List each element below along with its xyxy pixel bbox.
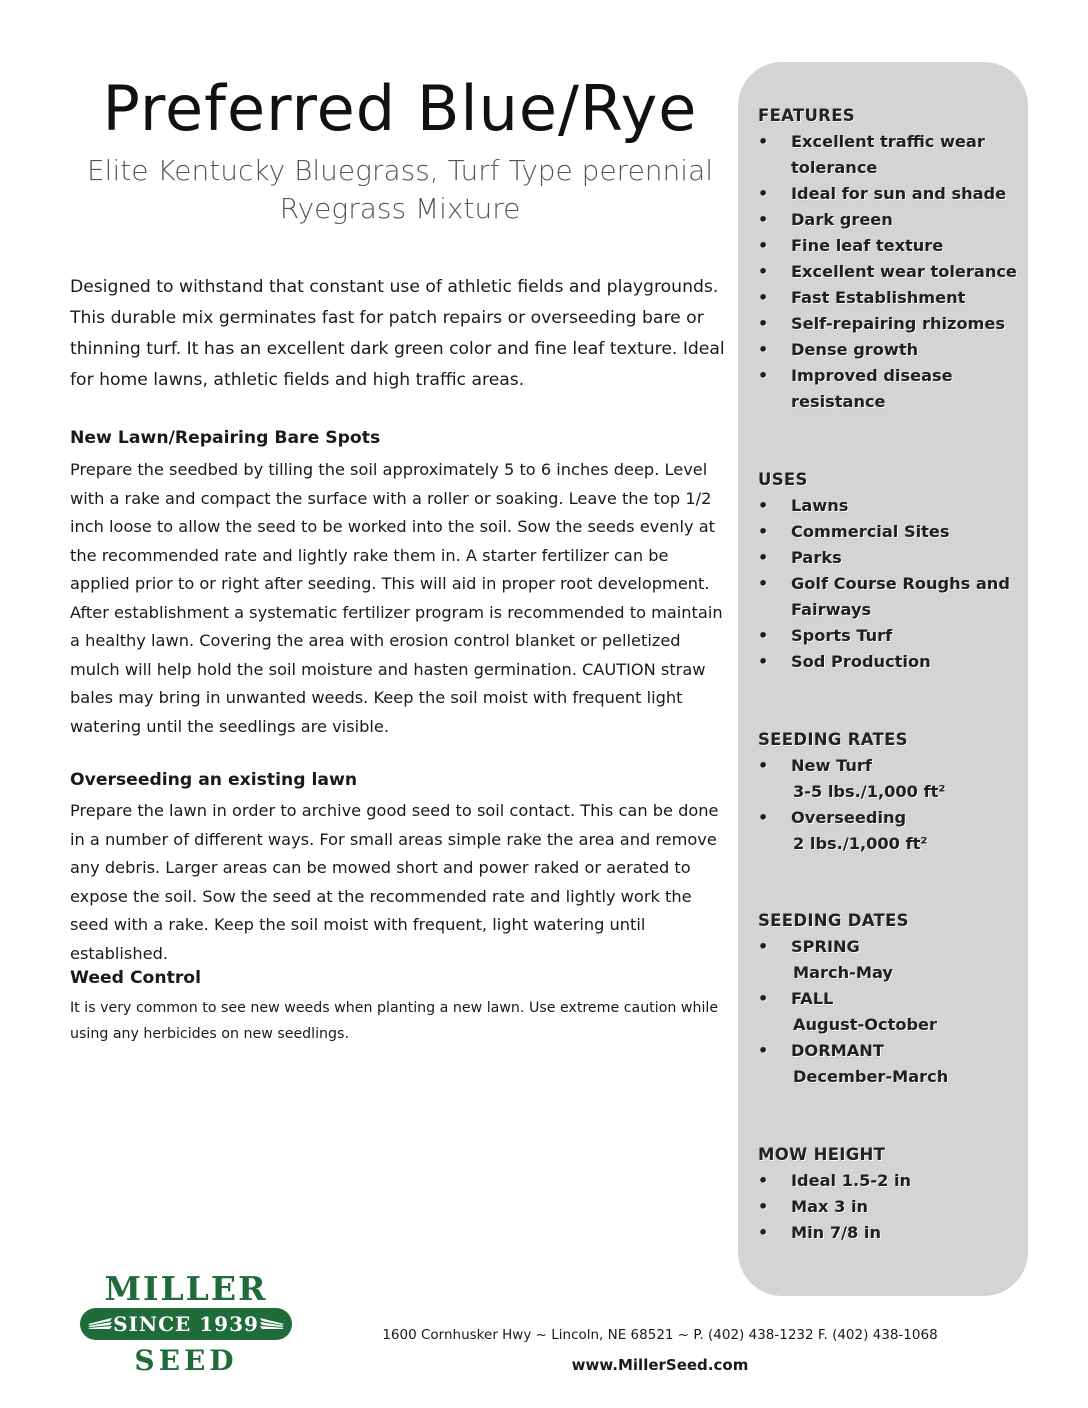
rate-label: New Turf [791,756,872,775]
list-item: • Excellent wear tolerance [758,259,1028,285]
rate-detail: 2 lbs./1,000 ft² [793,834,928,853]
section-heading-weed-control: Weed Control [70,968,201,988]
logo-line-since: SINCE 1939 [113,1312,259,1336]
page-subtitle [60,152,740,228]
seeding-rates-list [758,753,1028,857]
mow-height-heading: MOW HEIGHT [758,1145,886,1164]
list-item: • Parks [758,545,1028,571]
intro-paragraph: Designed to withstand that constant use of athletic fields and playgrounds. This durable mix germinates fast for patch repairs or overseeding bare or thinning turf. It has an excellent dark green color and fine leaf texture. Ideal for home lawns, athletic fields and high traffic areas. [70,277,725,390]
list-item: • Sports Turf [758,623,1028,649]
logo-line-seed: SEED [134,1344,238,1374]
section-body-new-lawn: Prepare the seedbed by tilling the soil approximately 5 to 6 inches deep. Level with a rake and compact the surface with a roller or soaking. Leave the top 1/2 inch loose to allow the seed to be worked into the soil. Sow the seeds evenly at the recommended rate and lightly rake them in. A starter fertilizer can be applied prior to or right after seeding. This will aid in proper root development. After establishment a systematic fertilizer program is recommended to maintain a healthy lawn. Covering the area with erosion control blanket or pelletized mulch will help hold the soil moisture and hasten germination. CAUTION straw bales may bring in unwanted weeds. Keep the soil moist with frequent light watering until the seedlings are visible. [70,460,723,736]
subtitle-line-1: Elite Kentucky Bluegrass, Turf Type perennial [86,154,714,187]
features-section [758,106,1028,415]
uses-list [758,493,1028,675]
list-item: • Dark green [758,207,1028,233]
seeding-rates-section [758,730,1028,857]
page-title: Preferred Blue/Rye [102,72,698,145]
seeding-dates-heading: SEEDING DATES [758,911,909,930]
seeding-rates-heading: SEEDING RATES [758,730,908,749]
list-item [758,1038,1028,1090]
list-item: • Ideal for sun and shade [758,181,1028,207]
rate-label: Overseeding [791,808,907,827]
list-item: • Min 7/8 in [758,1220,1028,1246]
list-item: • Ideal 1.5-2 in [758,1168,1028,1194]
list-item [758,986,1028,1038]
list-item: • Max 3 in [758,1194,1028,1220]
list-item: • Self-repairing rhizomes [758,311,1028,337]
list-item: • Golf Course Roughs and Fairways [758,571,1028,623]
mow-height-section [758,1145,1028,1246]
section-heading-new-lawn: New Lawn/Repairing Bare Spots [70,428,381,448]
section-body-overseeding: Prepare the lawn in order to archive good seed to soil contact. This can be done in a number of different ways. For small areas simple rake the area and remove any debris. Larger areas can be mowed short and power raked or aerated to expose the soil. Sow the seed at the recommended rate and lightly work the seed with a rake. Keep the soil moist with frequent, light watering until established. [70,801,719,963]
date-detail: December-March [793,1067,949,1086]
list-item: • Fine leaf texture [758,233,1028,259]
date-label: FALL [791,989,834,1008]
list-item: • Commercial Sites [758,519,1028,545]
date-label: SPRING [791,937,860,956]
footer-website-link[interactable]: www.MillerSeed.com [571,1356,749,1374]
logo-line-miller: MILLER [104,1270,268,1308]
subtitle-line-2: Ryegrass Mixture [279,192,521,225]
list-item: • Excellent traffic wear tolerance [758,129,1028,181]
rate-detail: 3-5 lbs./1,000 ft² [793,782,946,801]
uses-heading: USES [758,470,808,489]
list-item [758,934,1028,986]
mow-height-list [758,1168,1028,1246]
list-item [758,805,1028,857]
list-item: • Lawns [758,493,1028,519]
features-heading: FEATURES [758,106,855,125]
date-detail: August-October [793,1015,938,1034]
list-item: • Fast Establishment [758,285,1028,311]
list-item: • Dense growth [758,337,1028,363]
date-label: DORMANT [791,1041,884,1060]
section-body-weed-control: It is very common to see new weeds when planting a new lawn. Use extreme caution while using any herbicides on new seedlings. [70,1000,719,1042]
features-list [758,129,1028,415]
uses-section [758,470,1028,675]
section-heading-overseeding: Overseeding an existing lawn [70,770,358,790]
list-item [758,753,1028,805]
seeding-dates-list [758,934,1028,1090]
date-detail: March-May [793,963,893,982]
list-item: • Sod Production [758,649,1028,675]
list-item: • Improved disease resistance [758,363,1028,415]
seeding-dates-section [758,911,1028,1090]
miller-seed-logo [78,1270,294,1374]
footer-address: 1600 Cornhusker Hwy ~ Lincoln, NE 68521 ~ P. (402) 438-1232 F. (402) 438-1068 [382,1327,938,1343]
